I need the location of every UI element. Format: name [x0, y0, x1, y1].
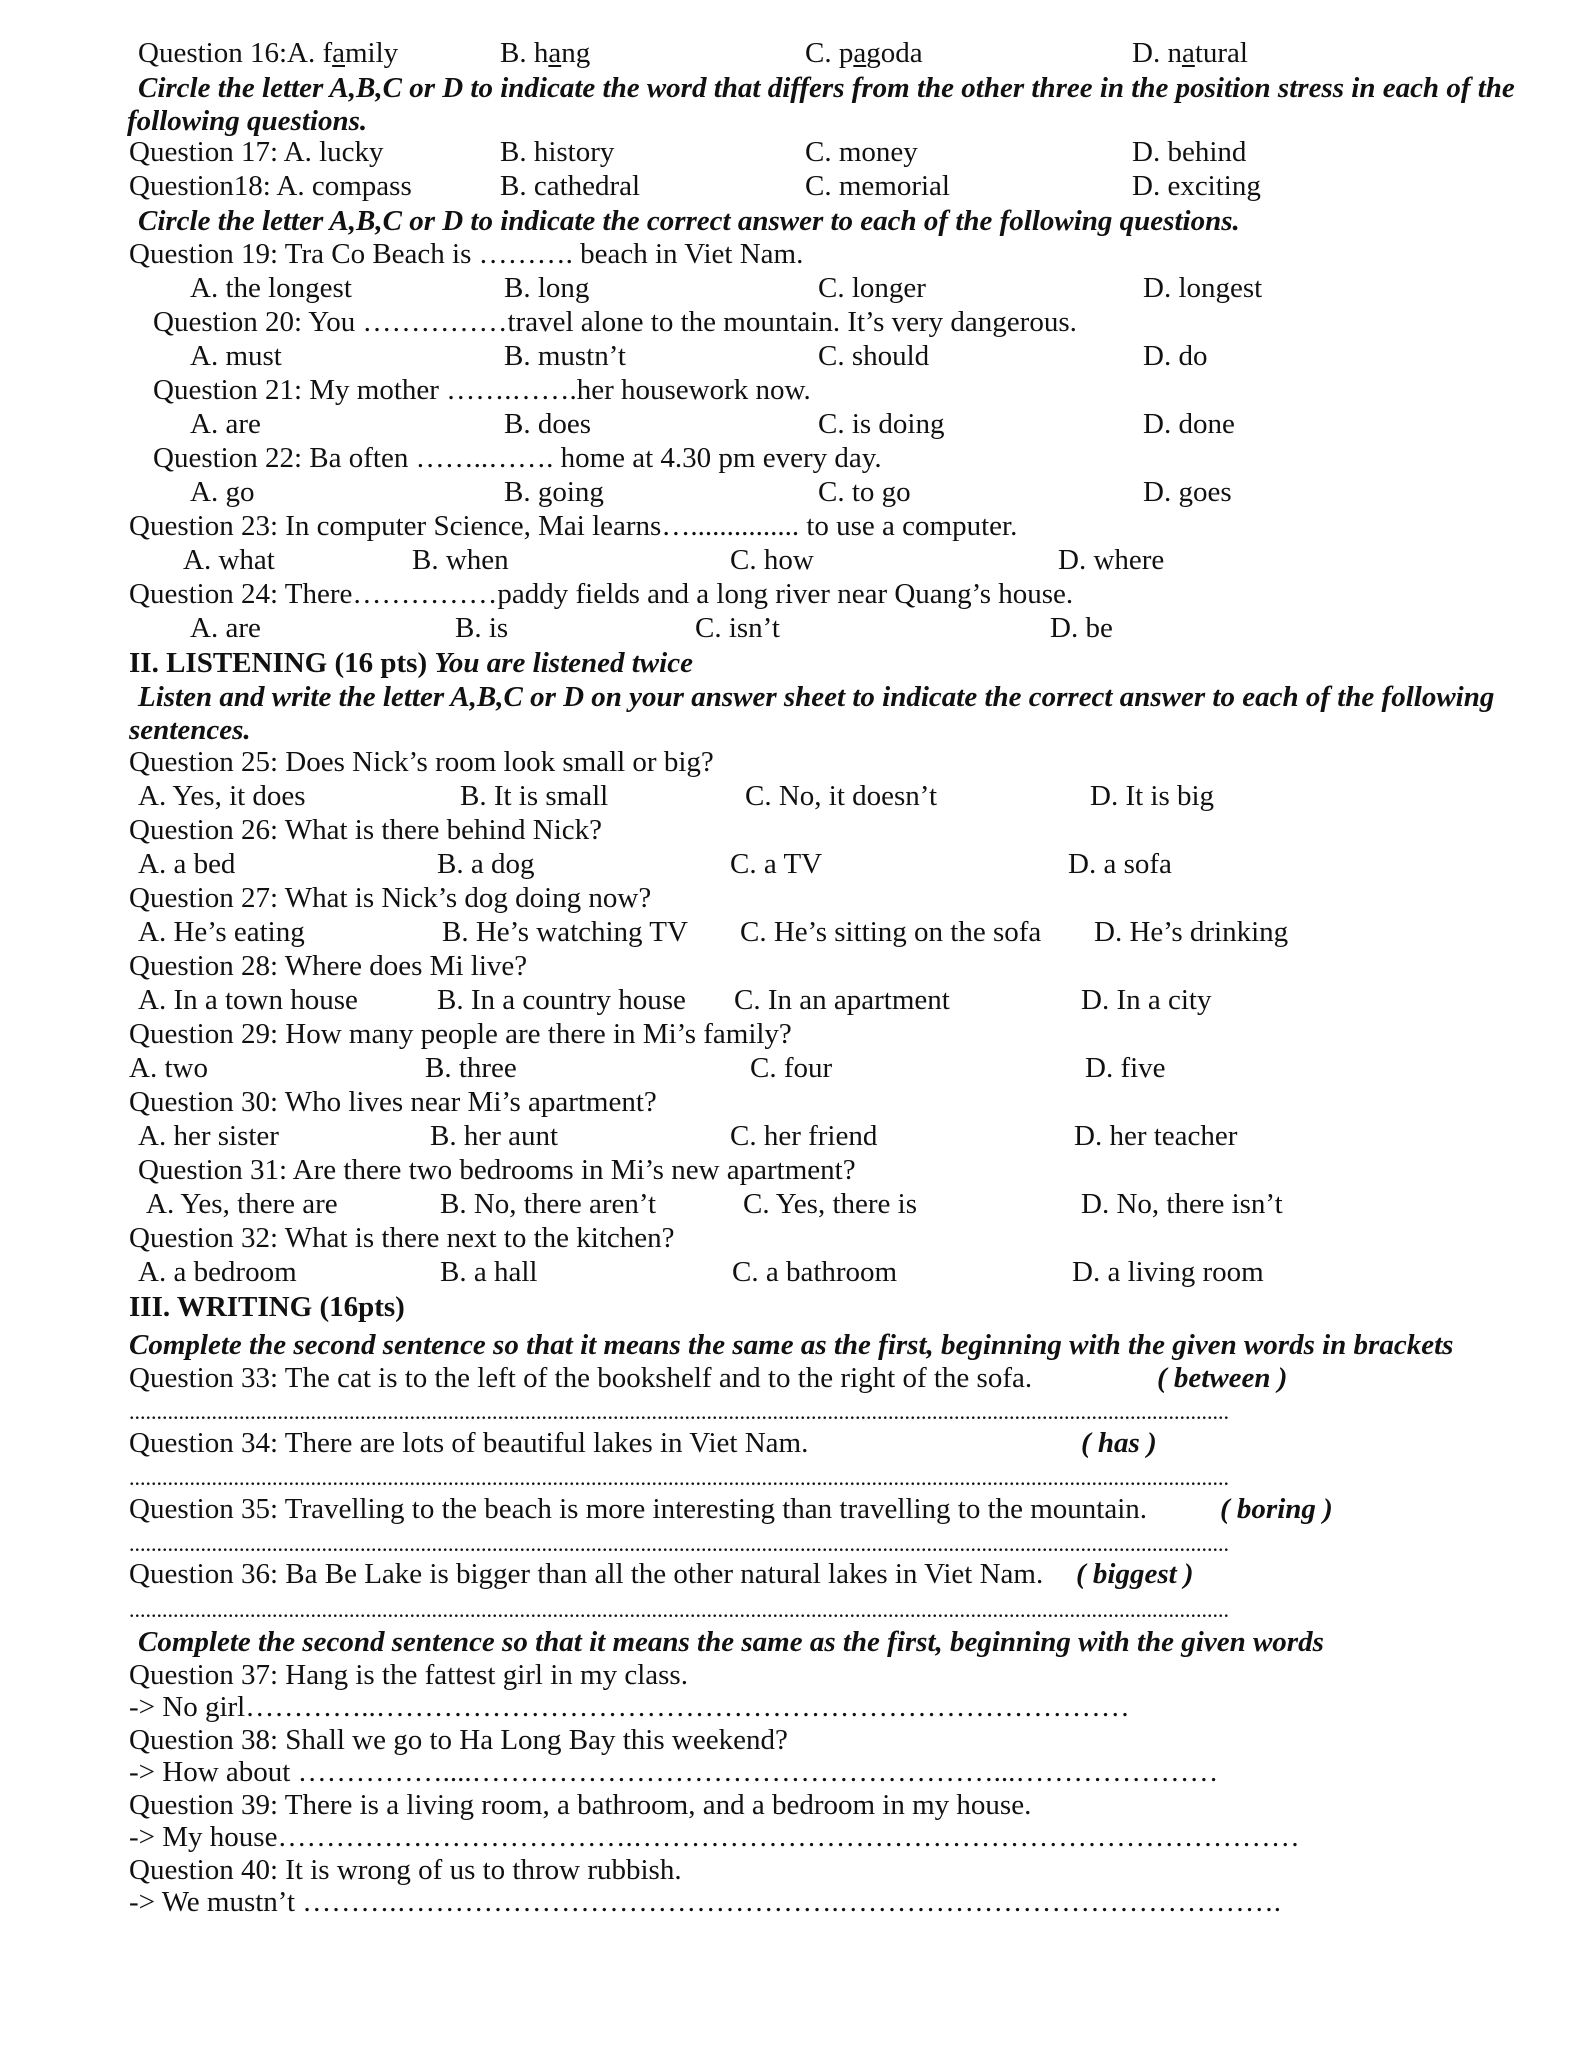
q29-option-d: D. five: [1085, 1052, 1166, 1084]
q29-stem: Question 29: How many people are there in Mi’s family?: [129, 1018, 792, 1050]
q24-option-a: A. are: [190, 612, 261, 644]
q32-option-c: C. a bathroom: [732, 1256, 898, 1288]
q20-stem: Question 20: You ……………travel alone to the mountain. It’s very dangerous.: [153, 306, 1077, 338]
q26-option-b: B. a dog: [437, 848, 535, 880]
q32-option-b: B. a hall: [440, 1256, 538, 1288]
q16-option-b: B. hang: [500, 37, 591, 69]
q30-option-a: A. her sister: [138, 1120, 279, 1152]
q19-option-d: D. longest: [1143, 272, 1263, 304]
q31-option-b: B. No, there aren’t: [440, 1188, 657, 1220]
q20-option-c: C. should: [818, 340, 930, 372]
q25-option-a: A. Yes, it does: [138, 780, 306, 812]
q23-option-d: D. where: [1058, 544, 1165, 576]
q17-option-d: D. behind: [1132, 136, 1247, 168]
q25-stem: Question 25: Does Nick’s room look small or big?: [129, 746, 714, 778]
q38-answer-line[interactable]: -> How about ……………....………………………………………………...…………………: [129, 1756, 1219, 1788]
q16-option-d: D. natural: [1132, 37, 1248, 69]
q37-answer-line[interactable]: -> No girl…………..……………………………………………………………………: [129, 1691, 1130, 1723]
q23-option-c: C. how: [730, 544, 814, 576]
q19-stem: Question 19: Tra Co Beach is ………. beach in Viet Nam.: [129, 238, 804, 270]
q23-stem: Question 23: In computer Science, Mai learns…............... to use a computer.: [129, 510, 1018, 542]
q22-stem: Question 22: Ba often ……..……. home at 4.30 pm every day.: [153, 442, 882, 474]
q17-option-b: B. history: [500, 136, 615, 168]
q26-option-c: C. a TV: [730, 848, 823, 880]
q19-option-b: B. long: [504, 272, 590, 304]
q28-stem: Question 28: Where does Mi live?: [129, 950, 528, 982]
q17-option-c: C. money: [805, 136, 918, 168]
q21-option-a: A. are: [190, 408, 261, 440]
instruction-writing-1: Complete the second sentence so that it means the same as the first, beginning with the given words in brackets: [129, 1329, 1454, 1361]
q30-option-c: C. her friend: [730, 1120, 878, 1152]
q24-stem: Question 24: There……………paddy fields and a long river near Quang’s house.: [129, 578, 1074, 610]
q37-stem: Question 37: Hang is the fattest girl in my class.: [129, 1659, 688, 1691]
instruction-correct: Circle the letter A,B,C or D to indicate the correct answer to each of the following questions.: [138, 205, 1240, 237]
q29-option-b: B. three: [425, 1052, 517, 1084]
q21-option-b: B. does: [504, 408, 591, 440]
q31-option-d: D. No, there isn’t: [1081, 1188, 1283, 1220]
instruction-stress-cont: following questions.: [127, 105, 368, 137]
q22-option-d: D. goes: [1143, 476, 1232, 508]
q26-option-a: A. a bed: [138, 848, 236, 880]
q30-stem: Question 30: Who lives near Mi’s apartment?: [129, 1086, 657, 1118]
q24-option-c: C. isn’t: [695, 612, 780, 644]
q31-option-c: C. Yes, there is: [743, 1188, 918, 1220]
q29-option-a: A. two: [129, 1052, 208, 1084]
q25-option-d: D. It is big: [1090, 780, 1215, 812]
q35-answer-line[interactable]: ........................................................................................................................................................................................................: [129, 1534, 1229, 1554]
writing-heading: III. WRITING (16pts): [129, 1291, 405, 1323]
q21-stem: Question 21: My mother …….…….her housework now.: [153, 374, 811, 406]
q16-option-c: C. pagoda: [805, 37, 923, 69]
q26-stem: Question 26: What is there behind Nick?: [129, 814, 603, 846]
q21-option-c: C. is doing: [818, 408, 945, 440]
q31-stem: Question 31: Are there two bedrooms in Mi’s new apartment?: [138, 1154, 856, 1186]
q30-option-b: B. her aunt: [430, 1120, 559, 1152]
q27-option-a: A. He’s eating: [138, 916, 305, 948]
q23-option-a: A. what: [183, 544, 275, 576]
listening-heading-line: [129, 646, 693, 680]
q25-option-c: C. No, it doesn’t: [745, 780, 937, 812]
q20-option-a: A. must: [190, 340, 282, 372]
q32-stem: Question 32: What is there next to the kitchen?: [129, 1222, 675, 1254]
q22-option-c: C. to go: [818, 476, 911, 508]
q16-option-a: Question 16:A. family: [138, 37, 399, 69]
q23-option-b: B. when: [412, 544, 509, 576]
q22-option-b: B. going: [504, 476, 604, 508]
q22-option-a: A. go: [190, 476, 255, 508]
q26-option-d: D. a sofa: [1068, 848, 1172, 880]
q27-option-d: D. He’s drinking: [1094, 916, 1289, 948]
q21-option-d: D. done: [1143, 408, 1235, 440]
q36-hint: ( biggest ): [1076, 1558, 1194, 1590]
instruction-listening-cont: sentences.: [129, 714, 251, 746]
q20-option-b: B. mustn’t: [504, 340, 626, 372]
q36-stem: Question 36: Ba Be Lake is bigger than all the other natural lakes in Viet Nam.: [129, 1558, 1044, 1590]
q38-stem: Question 38: Shall we go to Ha Long Bay this weekend?: [129, 1724, 788, 1756]
q32-option-a: A. a bedroom: [138, 1256, 297, 1288]
q39-answer-line[interactable]: -> My house……………………………….……………………………………………………………: [129, 1821, 1300, 1853]
instruction-writing-2: Complete the second sentence so that it means the same as the first, beginning with the given words: [138, 1626, 1324, 1658]
q36-answer-line[interactable]: ........................................................................................................................................................................................................: [129, 1600, 1229, 1620]
q18-option-d: D. exciting: [1132, 170, 1261, 202]
instruction-listening: Listen and write the letter A,B,C or D on your answer sheet to indicate the correct answer to each of the following: [138, 681, 1495, 713]
q28-option-c: C. In an apartment: [734, 984, 950, 1016]
q27-option-b: B. He’s watching TV: [442, 916, 688, 948]
q40-stem: Question 40: It is wrong of us to throw rubbish.: [129, 1854, 682, 1886]
listening-heading: II. LISTENING (16 pts): [129, 647, 428, 679]
q29-option-c: C. four: [750, 1052, 833, 1084]
q27-option-c: C. He’s sitting on the sofa: [740, 916, 1042, 948]
q33-answer-line[interactable]: ........................................................................................................................................................................................................: [129, 1402, 1229, 1422]
q19-option-c: C. longer: [818, 272, 926, 304]
q17-stem: Question 17: A. lucky: [129, 136, 384, 168]
q33-stem: Question 33: The cat is to the left of the bookshelf and to the right of the sofa.: [129, 1362, 1033, 1394]
q33-hint: ( between ): [1157, 1362, 1288, 1394]
instruction-stress: Circle the letter A,B,C or D to indicate the word that differs from the other three in the position stress in each of the: [138, 72, 1515, 104]
q34-answer-line[interactable]: ........................................................................................................................................................................................................: [129, 1468, 1229, 1488]
q35-hint: ( boring ): [1220, 1493, 1333, 1525]
q31-option-a: A. Yes, there are: [146, 1188, 338, 1220]
q28-option-b: B. In a country house: [437, 984, 686, 1016]
q39-stem: Question 39: There is a living room, a bathroom, and a bedroom in my house.: [129, 1789, 1032, 1821]
q18-stem: Question18: A. compass: [129, 170, 412, 202]
q25-option-b: B. It is small: [460, 780, 609, 812]
listening-note: You are listened twice: [434, 647, 693, 679]
q34-stem: Question 34: There are lots of beautiful lakes in Viet Nam.: [129, 1427, 809, 1459]
q18-option-b: B. cathedral: [500, 170, 641, 202]
q27-stem: Question 27: What is Nick’s dog doing now?: [129, 882, 652, 914]
q34-hint: ( has ): [1081, 1427, 1157, 1459]
q28-option-a: A. In a town house: [138, 984, 358, 1016]
q20-option-d: D. do: [1143, 340, 1208, 372]
q28-option-d: D. In a city: [1081, 984, 1212, 1016]
q40-answer-line[interactable]: -> We mustn’t ……….……………………………………….……………………………………….: [129, 1886, 1281, 1918]
q30-option-d: D. her teacher: [1074, 1120, 1238, 1152]
q19-option-a: A. the longest: [190, 272, 352, 304]
q24-option-b: B. is: [455, 612, 509, 644]
q35-stem: Question 35: Travelling to the beach is more interesting than travelling to the mountain.: [129, 1493, 1148, 1525]
q32-option-d: D. a living room: [1072, 1256, 1264, 1288]
q18-option-c: C. memorial: [805, 170, 950, 202]
q24-option-d: D. be: [1050, 612, 1113, 644]
